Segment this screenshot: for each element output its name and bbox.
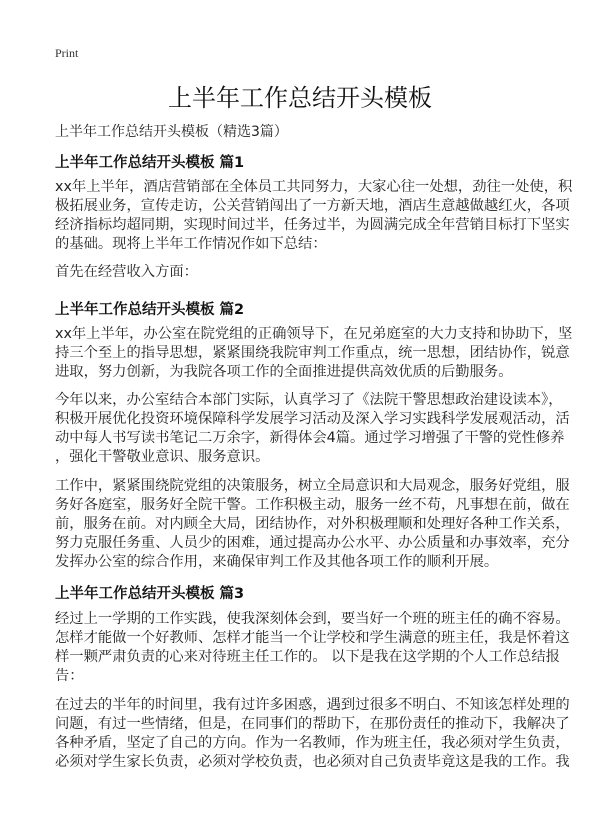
paragraph-line: 经过上一学期的工作实践，使我深刻体会到，要当好一个班的班主任的确不容易。 — [55, 611, 570, 627]
paragraph — [55, 263, 545, 282]
paragraph-line: 工作中，紧紧围绕院党组的决策服务，树立全局意识和大局观念，服务好党组，服 — [55, 478, 570, 494]
paragraph — [55, 325, 573, 382]
paragraph-line: 极拓展业务，宣传走访，公关营销闯出了一方新天地，酒店生意越做越红火，各项 — [55, 198, 570, 214]
paragraph-line: 必须对学生家长负责，必须对学校负责，也必须对自己负责毕竟这是我的工作。我 — [55, 754, 570, 770]
paragraph — [55, 391, 570, 467]
paragraph — [55, 477, 570, 572]
paragraph-line: 问题，有过一些情绪，但是，在同事们的帮助下，在那份责任的推动下，我解决了 — [55, 716, 570, 732]
paragraph-line: 持三个至上的指导思想，紧紧围绕我院审判工作重点，统一思想，团结协作，锐意 — [55, 345, 570, 361]
subtitle: 上半年工作总结开头模板（精选3篇） — [55, 124, 288, 140]
paragraph — [55, 696, 570, 772]
paragraph-line: 务好各庭室，服务好全院干警。工作积极主动，服务一丝不苟，凡事想在前，做在 — [55, 497, 570, 513]
paragraph-line: xx年上半年，酒店营销部在全体员工共同努力，大家心往一处想，劲往一处使，积 — [55, 179, 573, 195]
print-link[interactable]: Print — [55, 46, 79, 60]
paragraph-line: 首先在经营收入方面： — [55, 264, 198, 280]
paragraph-line: 在过去的半年的时间里，我有过许多困惑，遇到过很多不明白、不知该怎样处理的 — [55, 697, 570, 713]
page-title: 上半年工作总结开头模板 — [168, 84, 432, 112]
paragraph-line: 告： — [55, 668, 84, 684]
paragraph-line: 经济指标均超同期，实现时间过半，任务过半，为圆满完成全年营销目标打下坚实 — [55, 217, 570, 233]
paragraph-line: 怎样才能做一个好教师、怎样才能当一个让学校和学生满意的班主任，我是怀着这 — [55, 630, 570, 646]
paragraph-line: 积极开展优化投资环境保障科学发展学习活动及深入学习实践科学发展观活动，活 — [55, 411, 570, 427]
paragraph-line: 样一颗严肃负责的心来对待班主任工作的。 以下是我在这学期的个人工作总结报 — [55, 649, 560, 665]
paragraph-line: ，强化干警敬业意识、服务意识。 — [55, 449, 270, 465]
paragraph-line: xx年上半年，办公室在院党组的正确领导下，在兄弟庭室的大力支持和协助下，坚 — [55, 326, 573, 342]
section-heading-2: 上半年工作总结开头模板 篇2 — [55, 302, 245, 318]
section-heading-3: 上半年工作总结开头模板 篇3 — [55, 586, 245, 602]
paragraph-line: 努力克服任务重、人员少的困难，通过提高办公水平、办公质量和办事效率，充分 — [55, 535, 570, 551]
paragraph-line: 动中每人书写读书笔记二万余字，新得体会4篇。通过学习增强了干警的党性修养 — [55, 430, 565, 446]
paragraph-line: 各种矛盾，坚定了自己的方向。作为一名教师，作为班主任，我必须对学生负责， — [55, 735, 570, 751]
paragraph — [55, 178, 573, 254]
paragraph — [55, 610, 570, 686]
paragraph-line: 发挥办公室的综合作用，来确保审判工作及其他各项工作的顺利开展。 — [55, 554, 499, 570]
paragraph-line: 今年以来，办公室结合本部门实际，认真学习了《法院干警思想政治建设读本》， — [55, 392, 563, 408]
paragraph-line: 前，服务在前。对内顾全大局，团结协作，对外积极理顺和处理好各种工作关系， — [55, 516, 570, 532]
section-heading-1: 上半年工作总结开头模板 篇1 — [55, 155, 245, 171]
paragraph-line: 进取，努力创新，为我院各项工作的全面推进提供高效优质的后勤服务。 — [55, 364, 513, 380]
paragraph-line: 的基础。现将上半年工作情况作如下总结： — [55, 236, 327, 252]
